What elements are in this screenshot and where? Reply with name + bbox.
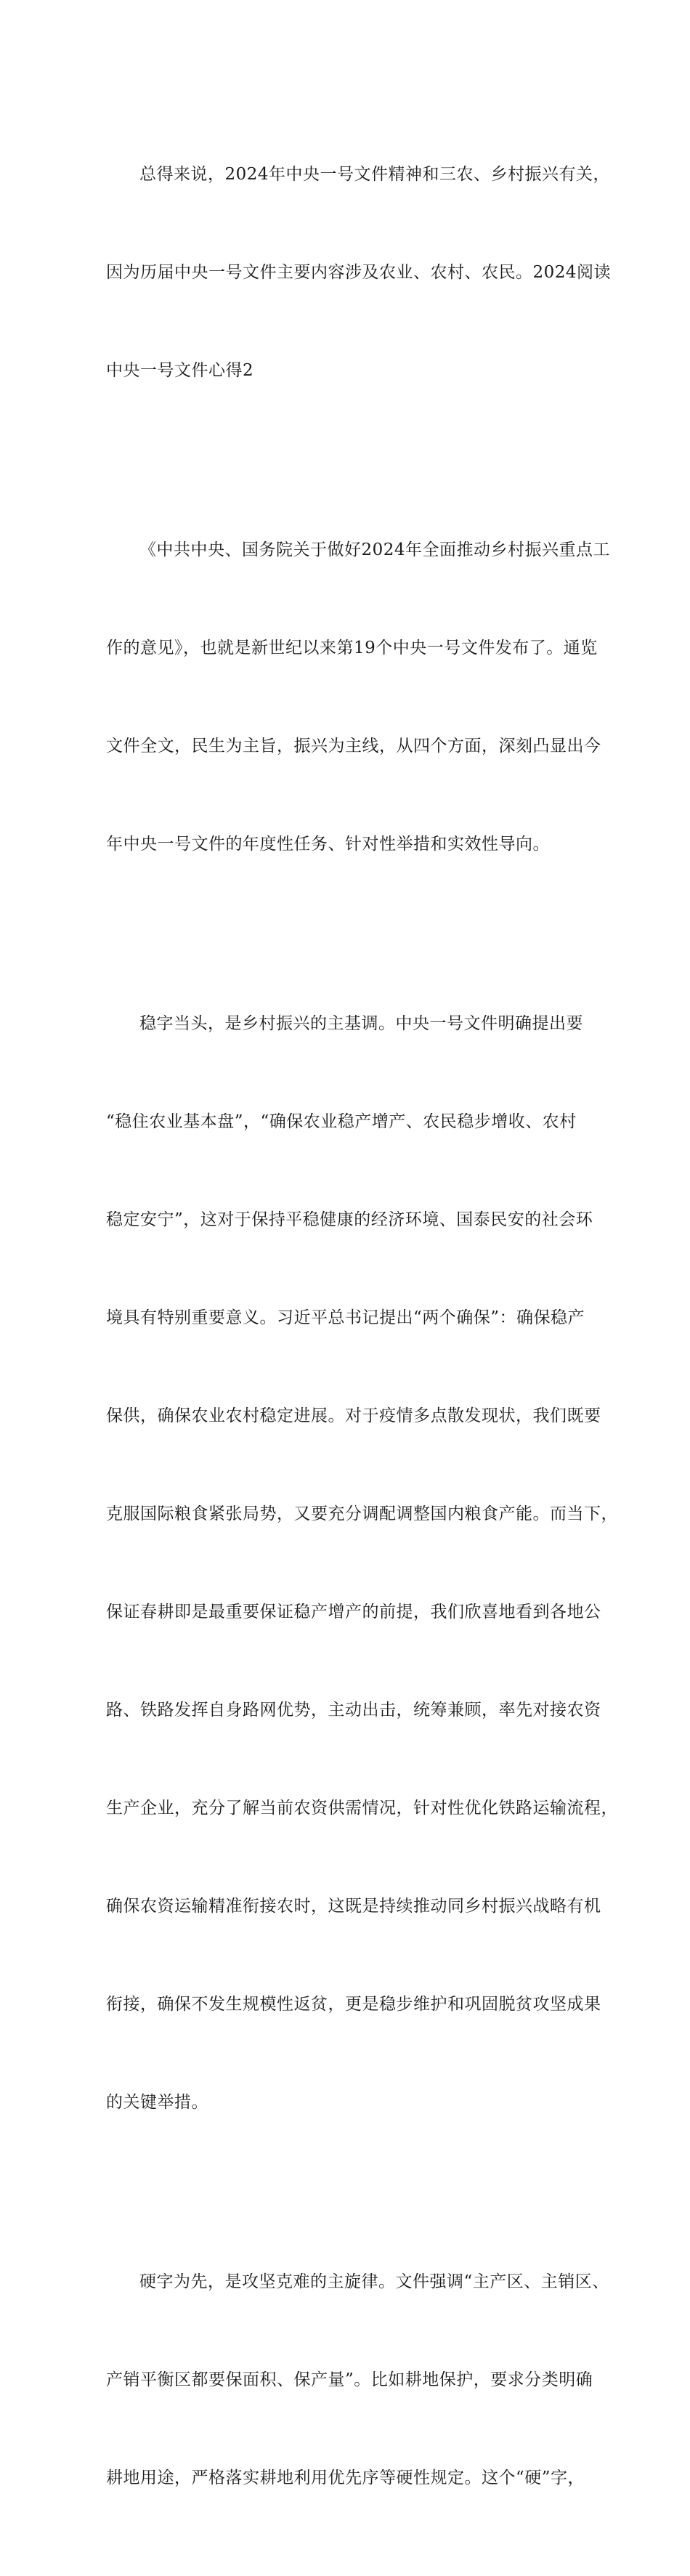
text-line: 年中央一号文件的年度性任务、针对性举措和实效性导向。 (106, 835, 550, 854)
text-line: 耕地用途，严格落实耕地利用优先序等硬性规定。这个“硬”字， (106, 2468, 585, 2487)
text-line: 确保农资运输精准衔接农时，这既是持续推动同乡村振兴战略有机 (106, 1897, 601, 1916)
text-line: 产销平衡区都要保面积、保产量”。比如耕地保护，要求分类明确 (106, 2370, 593, 2389)
text-line: 作的意见》，也就是新世纪以来第19个中央一号文件发布了。通览 (106, 639, 598, 657)
text-line: 稳定安宁”，这对于保持平稳健康的经济环境、国泰民安的社会环 (106, 1210, 593, 1229)
text-line: 的关键举措。 (106, 2093, 208, 2112)
text-line: 硬字为先，是攻坚克难的主旋律。文件强调“主产区、主销区、 (139, 2272, 609, 2291)
paragraph-summary (106, 93, 612, 453)
text-line: 保证春耕即是最重要保证稳产增产的前提，我们欣喜地看到各地公 (106, 1603, 601, 1621)
text-line: 文件全文，民生为主旨，振兴为主线，从四个方面，深刻凸显出今 (106, 737, 601, 756)
text-line: 路、铁路发挥自身路网优势，主动出击，统筹兼顾，率先对接农资 (106, 1701, 601, 1720)
text-line: 《中共中央、国务院关于做好2024年全面推动乡村振兴重点工 (139, 540, 611, 559)
text-line: 保供，确保农业农村稳定进展。对于疫情多点散发现状，我们既要 (106, 1406, 601, 1425)
paragraph-intro (106, 469, 611, 926)
text-line: 总得来说，2024年中央一号文件精神和三农、乡村振兴有关， (139, 165, 611, 184)
text-line: 中央一号文件心得2 (106, 361, 254, 380)
text-line: “稳住农业基本盘”，“确保农业稳产增产、农民稳步增收、农村 (106, 1112, 577, 1131)
document-body (106, 93, 618, 2576)
text-line: 境具有特别重要意义。习近平总书记提出“两个确保”：确保稳产 (106, 1308, 585, 1327)
text-line: 稳字当头，是乡村振兴的主基调。中央一号文件明确提出要 (139, 1014, 583, 1033)
text-line: 衔接，确保不发生规模性返贫，更是稳步维护和巩固脱贫攻坚成果 (106, 1995, 601, 2014)
text-line: 因为历届中央一号文件主要内容涉及农业、农村、农民。2024阅读 (106, 263, 612, 282)
text-line: 生产企业，充分了解当前农资供需情况，针对性优化铁路运输流程， (106, 1799, 618, 1818)
paragraph-stability (106, 942, 618, 2184)
text-line: 克服国际粮食紧张局势，又要充分调配调整国内粮食产能。而当下， (106, 1504, 618, 1523)
paragraph-firmness (106, 2200, 609, 2560)
